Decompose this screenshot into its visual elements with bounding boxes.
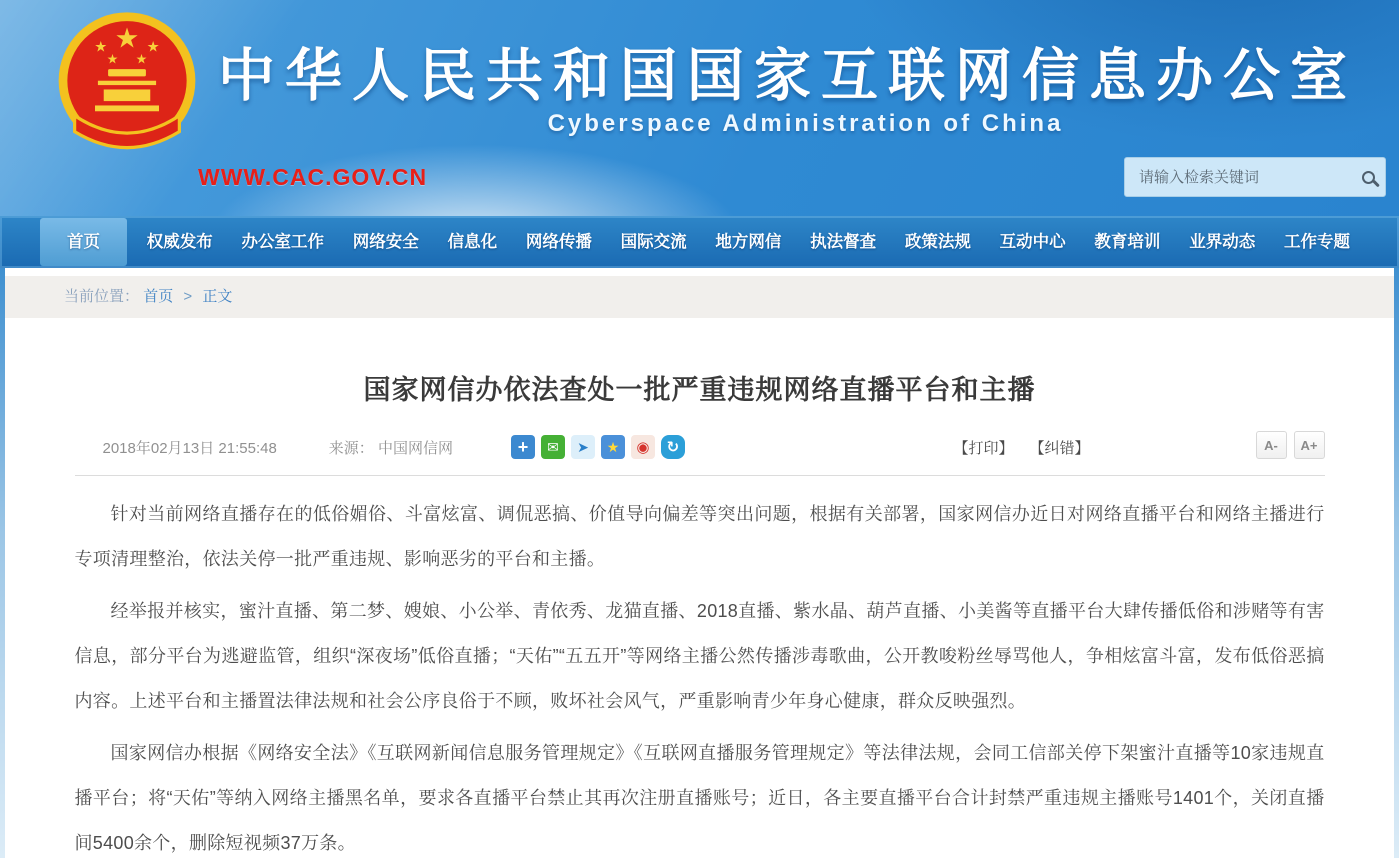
- nav-item-home[interactable]: 首页: [40, 218, 127, 266]
- national-emblem-icon: [52, 8, 202, 173]
- site-subtitle: Cyberspace Administration of China: [547, 110, 1064, 137]
- svg-text:★: ★: [94, 39, 108, 56]
- nav-item-cybersecurity[interactable]: 网络安全: [352, 233, 419, 251]
- site-url: WWW.CAC.GOV.CN: [198, 164, 428, 190]
- page-left-border: [0, 268, 5, 858]
- svg-text:★: ★: [146, 39, 160, 56]
- article-body: [75, 492, 1325, 858]
- page-right-border: [1394, 268, 1399, 858]
- nav-item-local-cyberspace[interactable]: 地方网信: [715, 233, 782, 251]
- wechat-icon[interactable]: ✉: [541, 435, 565, 459]
- font-larger-button[interactable]: A+: [1294, 431, 1325, 459]
- breadcrumb-label: 当前位置：: [64, 288, 140, 305]
- site-header: [0, 0, 1399, 216]
- breadcrumb-separator: >: [183, 288, 193, 305]
- svg-text:★: ★: [114, 22, 140, 54]
- article-paragraph: 国家网信办根据《网络安全法》《互联网新闻信息服务管理规定》《互联网直播服务管理规定》等法律法规，会同工信部关停下架蜜汁直播等10家违规直播平台；将“天佑”等纳入网络主播黑名单，要求各直播平台禁止其再次注册直播账号；近日，各主要直播平台合计封禁严重违规主播账号1401个，关闭直播间5400余个，删除短视频37万条。: [74, 743, 1325, 853]
- nav-item-industry-news[interactable]: 业界动态: [1189, 233, 1256, 251]
- share-plus-icon[interactable]: +: [511, 435, 535, 459]
- site-title: 中华人民共和国国家互联网信息办公室: [218, 44, 1357, 108]
- article-container: [75, 368, 1325, 858]
- search-box: [1124, 157, 1386, 197]
- qzone-icon[interactable]: ★: [601, 435, 625, 459]
- share-link-icon[interactable]: ↻: [661, 435, 685, 459]
- svg-text:★: ★: [135, 51, 148, 67]
- nav-item-interaction-center[interactable]: 互动中心: [999, 233, 1066, 251]
- article-paragraph: 针对当前网络直播存在的低俗媚俗、斗富炫富、调侃恶搞、价值导向偏差等突出问题，根据有关部署，国家网信办近日对网络直播平台和网络主播进行专项清理整治，依法关停一批严重违规、影响恶劣的平台和主播。: [74, 504, 1325, 569]
- nav-item-international-exchange[interactable]: 国际交流: [620, 233, 687, 251]
- font-size-controls: [1256, 431, 1325, 459]
- nav-item-informatization[interactable]: 信息化: [447, 233, 498, 251]
- sina-weibo-icon[interactable]: ◉: [631, 435, 655, 459]
- meta-divider: [75, 475, 1325, 476]
- tencent-weibo-icon[interactable]: ➤: [571, 435, 595, 459]
- breadcrumb-current[interactable]: 正文: [202, 288, 233, 305]
- search-icon[interactable]: [1362, 171, 1375, 184]
- search-input[interactable]: [1139, 169, 1362, 186]
- article-paragraph: 经举报并核实，蜜汁直播、第二梦、嫂娘、小公举、青依秀、龙猫直播、2018直播、紫水晶、葫芦直播、小美酱等直播平台大肆传播低俗和涉赌等有害信息，部分平台为逃避监管，组织“深夜场”低俗直播；“天佑”“五五开”等网络主播公然传播涉毒歌曲，公开教唆粉丝辱骂他人，争相炫富斗富，发布低俗恶搞内容。上述平台和主播置法律法规和社会公序良俗于不顾，败坏社会风气，严重影响青少年身心健康，群众反映强烈。: [74, 601, 1325, 711]
- main-nav: [0, 216, 1399, 268]
- article-meta: [75, 435, 1325, 459]
- error-correction-button[interactable]: 【纠错】: [1029, 439, 1090, 457]
- breadcrumb: [0, 276, 1399, 318]
- breadcrumb-home-link[interactable]: 首页: [143, 288, 174, 305]
- nav-breadcrumb-gap: [0, 268, 1399, 276]
- nav-item-education-training[interactable]: 教育培训: [1094, 233, 1161, 251]
- nav-item-office-work[interactable]: 办公室工作: [241, 233, 325, 251]
- nav-item-law-enforcement[interactable]: 执法督查: [810, 233, 877, 251]
- svg-text:★: ★: [106, 51, 119, 67]
- print-button[interactable]: 【打印】: [953, 439, 1014, 457]
- article-actions: [953, 437, 1089, 458]
- article-date: 2018年02月13日 21:55:48: [102, 439, 277, 457]
- font-smaller-button[interactable]: A-: [1256, 431, 1287, 459]
- nav-item-special-topics[interactable]: 工作专题: [1283, 233, 1350, 251]
- nav-item-policies-regulations[interactable]: 政策法规: [904, 233, 971, 251]
- article-title: 国家网信办依法查处一批严重违规网络直播平台和主播: [363, 375, 1036, 405]
- article-source: 来源： 中国网信网: [328, 439, 453, 457]
- nav-item-network-communication[interactable]: 网络传播: [525, 233, 592, 251]
- nav-item-authoritative-release[interactable]: 权威发布: [146, 233, 213, 251]
- share-bar: [511, 435, 685, 459]
